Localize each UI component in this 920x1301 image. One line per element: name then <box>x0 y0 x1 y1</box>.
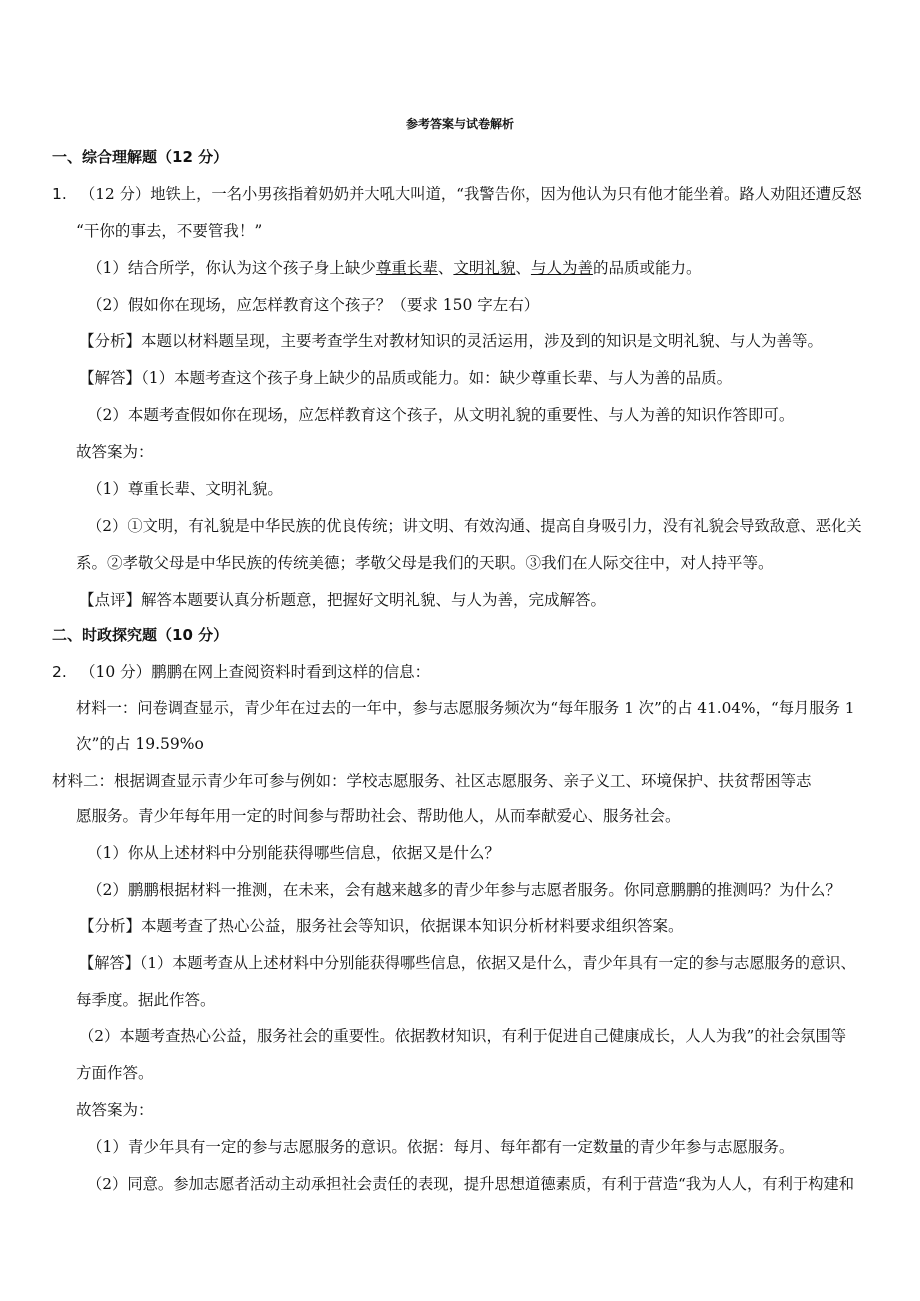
q2-answer-label: 故答案为： <box>76 1101 154 1119</box>
q2-sub2: （2）鹏鹏根据材料一推测，在未来，会有越来越多的青少年参与志愿者服务。你同意鹏鹏的推测吗？为什么？ <box>87 881 841 899</box>
q1-answer2-line2: 系。②孝敬父母是中华民族的传统美德；孝敬父母是我们的天职。③我们在人际交往中，对人持平等。 <box>76 554 774 572</box>
question-2-line1: （10 分）鹏鹏在网上查阅资料时看到这样的信息： <box>80 663 431 681</box>
q1-comment: 【点评】解答本题要认真分析题意，把握好文明礼貌、与人为善，完成解答。 <box>79 591 607 609</box>
q2-analysis: 【分析】本题考查了热心公益，服务社会等知识，依据课本知识分析材料要求组织答案。 <box>79 917 684 935</box>
q1-sub1 <box>87 258 701 278</box>
q1-answer-label: 故答案为： <box>76 443 154 461</box>
separator: 、 <box>515 259 531 277</box>
question-2-number: 2. <box>52 663 67 681</box>
question-1-line1: （12 分）地铁上，一名小男孩指着奶奶并大吼大叫道，“我警告你，因为他认为只有他才能坐着。路人劝阻还遭反怒 <box>80 185 862 203</box>
q2-solve2-line1: （2）本题考查热心公益，服务社会的重要性。依据教材知识，有利于促进自己健康成长，人人为我”的社会氛围等 <box>79 1027 847 1045</box>
q2-solve1-line1: 【解答】（1）本题考查从上述材料中分别能获得哪些信息，依据又是什么，青少年具有一定的参与志愿服务的意识、 <box>79 954 856 972</box>
q1-solve1: 【解答】（1）本题考查这个孩子身上缺少的品质或能力。如：缺少尊重长辈、与人为善的品质。 <box>79 369 733 387</box>
q1-analysis: 【分析】本题以材料题呈现，主要考查学生对教材知识的灵活运用，涉及到的知识是文明礼貌、与人为善等。 <box>79 332 824 350</box>
q2-solve2-line2: 方面作答。 <box>76 1064 154 1082</box>
material2-line1: 材料二：根据调查显示青少年可参与例如：学校志愿服务、社区志愿服务、亲子义工、环境保护、扶贫帮困等志 <box>52 772 812 790</box>
q1-solve2: （2）本题考查假如你在现场，应怎样教育这个孩子，从文明礼貌的重要性、与人为善的知识作答即可。 <box>87 406 795 424</box>
separator: 、 <box>437 259 454 277</box>
q2-answer2-line1: （2）同意。参加志愿者活动主动承担社会责任的表现，提升思想道德素质，有利于营造“我为人人，有利于构建和 <box>87 1175 855 1193</box>
q1-sub2: （2）假如你在现场，应怎样教育这个孩子？（要求 150 字左右） <box>87 296 540 314</box>
answer-blank-civility: 文明礼貌 <box>453 259 516 277</box>
material2-line2: 愿服务。青少年每年用一定的时间参与帮助社会、帮助他人，从而奉献爱心、服务社会。 <box>76 807 681 825</box>
question-1-number: 1. <box>52 185 67 203</box>
answer-blank-kindness: 与人为善 <box>530 259 593 277</box>
material1-line2: 次”的占 19.59%o <box>76 735 204 753</box>
doc-title: 参考答案与试卷解析 <box>405 117 514 131</box>
q2-answer1: （1）青少年具有一定的参与志愿服务的意识。依据：每月、每年都有一定数量的青少年参与志愿服务。 <box>87 1138 795 1156</box>
section1-heading: 一、综合理解题（12 分） <box>52 148 229 166</box>
q2-sub1: （1）你从上述材料中分别能获得哪些信息，依据又是什么？ <box>87 844 500 862</box>
q1-sub1-suffix: 的品质或能力。 <box>592 259 702 277</box>
q2-solve1-line2: 每季度。据此作答。 <box>76 991 216 1009</box>
answer-blank-respect-elders: 尊重长辈 <box>375 259 438 277</box>
material1-line1: 材料一：问卷调查显示，青少年在过去的一年中，参与志愿服务频次为“每年服务 1 次”的占 41.04%，“每月服务 1 <box>76 699 855 717</box>
q1-answer1: （1）尊重长辈、文明礼貌。 <box>87 480 283 498</box>
question-1-line2: “干你的事去，不要管我！” <box>76 222 263 240</box>
section2-heading: 二、时政探究题（10 分） <box>52 626 229 644</box>
q1-answer2-line1: （2）①文明，有礼貌是中华民族的优良传统；讲文明、有效沟通、提高自身吸引力，没有礼貌会导致敌意、恶化关 <box>87 517 862 535</box>
q1-sub1-prefix: （1）结合所学，你认为这个孩子身上缺少 <box>87 259 376 277</box>
